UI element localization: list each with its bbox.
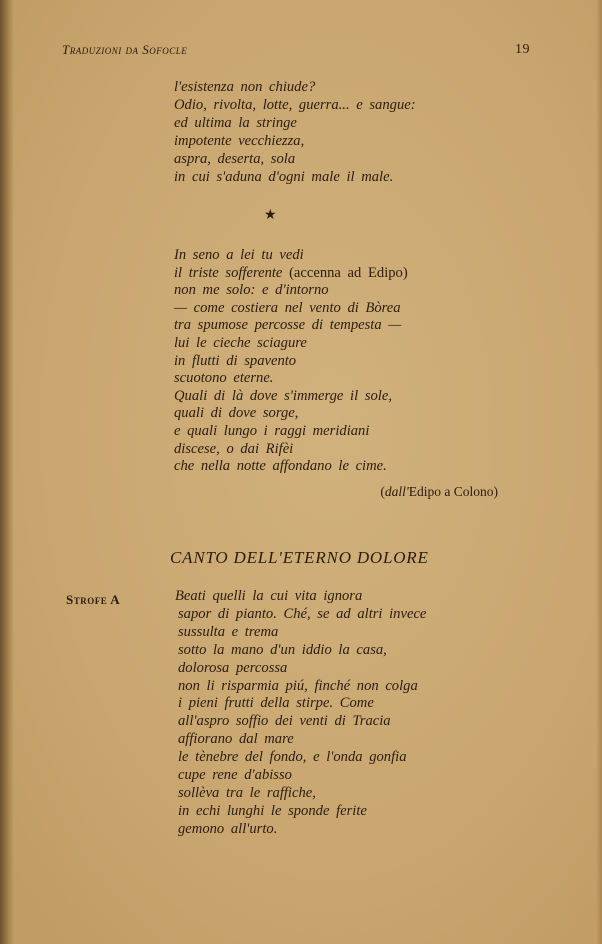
verse-line: Odio, rivolta, lotte, guerra... e sangue: bbox=[174, 97, 416, 114]
verse-line: Beati quelli la cui vita ignora bbox=[175, 588, 363, 604]
star-separator: ★ bbox=[264, 208, 277, 223]
verse-line: aspra, deserta, sola bbox=[174, 151, 296, 168]
verse-line: ed ultima la stringe bbox=[174, 115, 297, 132]
verse-line: impotente vecchiezza, bbox=[174, 133, 305, 150]
attribution bbox=[380, 484, 498, 500]
page-edge bbox=[596, 0, 602, 944]
verse-line: lui le cieche sciagure bbox=[174, 334, 307, 351]
verse-line: sotto la mano d'un iddio la casa, bbox=[178, 641, 387, 658]
verse-line: affiorano dal mare bbox=[178, 731, 294, 748]
verse-line: dolorosa percossa bbox=[178, 659, 288, 676]
stanza-2 bbox=[174, 247, 408, 476]
verse-line: all'aspro soffio dei venti di Tracia bbox=[178, 713, 391, 730]
verse-line: e quali lungo i raggi meridiani bbox=[174, 422, 370, 439]
verse-line: sapor di pianto. Ché, se ad altri invece bbox=[178, 605, 427, 622]
verse-line: che nella notte affondano le cime. bbox=[174, 458, 387, 475]
page-binding-shadow bbox=[0, 0, 14, 944]
verse-line: i pieni frutti della stirpe. Come bbox=[178, 695, 374, 712]
verse-line: in echi lunghi le sponde ferite bbox=[178, 802, 367, 819]
running-head: Traduzioni da Sofocle bbox=[62, 42, 188, 57]
verse-line: non li risparmia piú, finché non colga bbox=[178, 677, 418, 694]
verse-line: le tènebre del fondo, e l'onda gonfia bbox=[178, 749, 407, 766]
verse-line: — come costiera nel vento di Bòrea bbox=[174, 299, 401, 316]
verse-line: sussulta e trema bbox=[178, 623, 279, 640]
verse-line: In seno a lei tu vedi bbox=[174, 247, 304, 263]
verse-line: non me solo: e d'intorno bbox=[174, 282, 329, 299]
verse-line: quali di dove sorge, bbox=[174, 405, 299, 422]
verse-line: discese, o dai Rifèi bbox=[174, 440, 294, 457]
verse-text: il triste sofferente bbox=[174, 264, 283, 281]
verse-line: gemono all'urto. bbox=[178, 820, 278, 837]
attribution-source: Edipo a Colono) bbox=[408, 484, 498, 499]
verse-line: cupe rene d'abisso bbox=[178, 767, 292, 784]
stanza-1 bbox=[174, 78, 416, 187]
section-title: CANTO DELL'ETERNO DOLORE bbox=[170, 548, 429, 567]
verse-line: tra spumose percosse di tempesta — bbox=[174, 317, 402, 334]
verse-line: Quali di là dove s'immerge il sole, bbox=[174, 387, 392, 404]
stage-direction: (accenna ad Edipo) bbox=[282, 264, 408, 281]
attribution-paren: ( bbox=[380, 484, 385, 499]
page-number: 19 bbox=[515, 42, 530, 57]
strophe-label: Strofe A bbox=[66, 592, 121, 607]
verse-line: sollèva tra le raffiche, bbox=[178, 784, 316, 801]
verse-line: in cui s'aduna d'ogni male il male. bbox=[174, 169, 394, 186]
verse-line: in flutti di spavento bbox=[174, 352, 297, 369]
strophe-a bbox=[175, 588, 427, 839]
verse-line: l'esistenza non chiude? bbox=[174, 79, 316, 95]
verse-line: scuotono eterne. bbox=[174, 370, 274, 387]
verse-line bbox=[174, 265, 408, 283]
attribution-italic: dall' bbox=[384, 484, 409, 499]
